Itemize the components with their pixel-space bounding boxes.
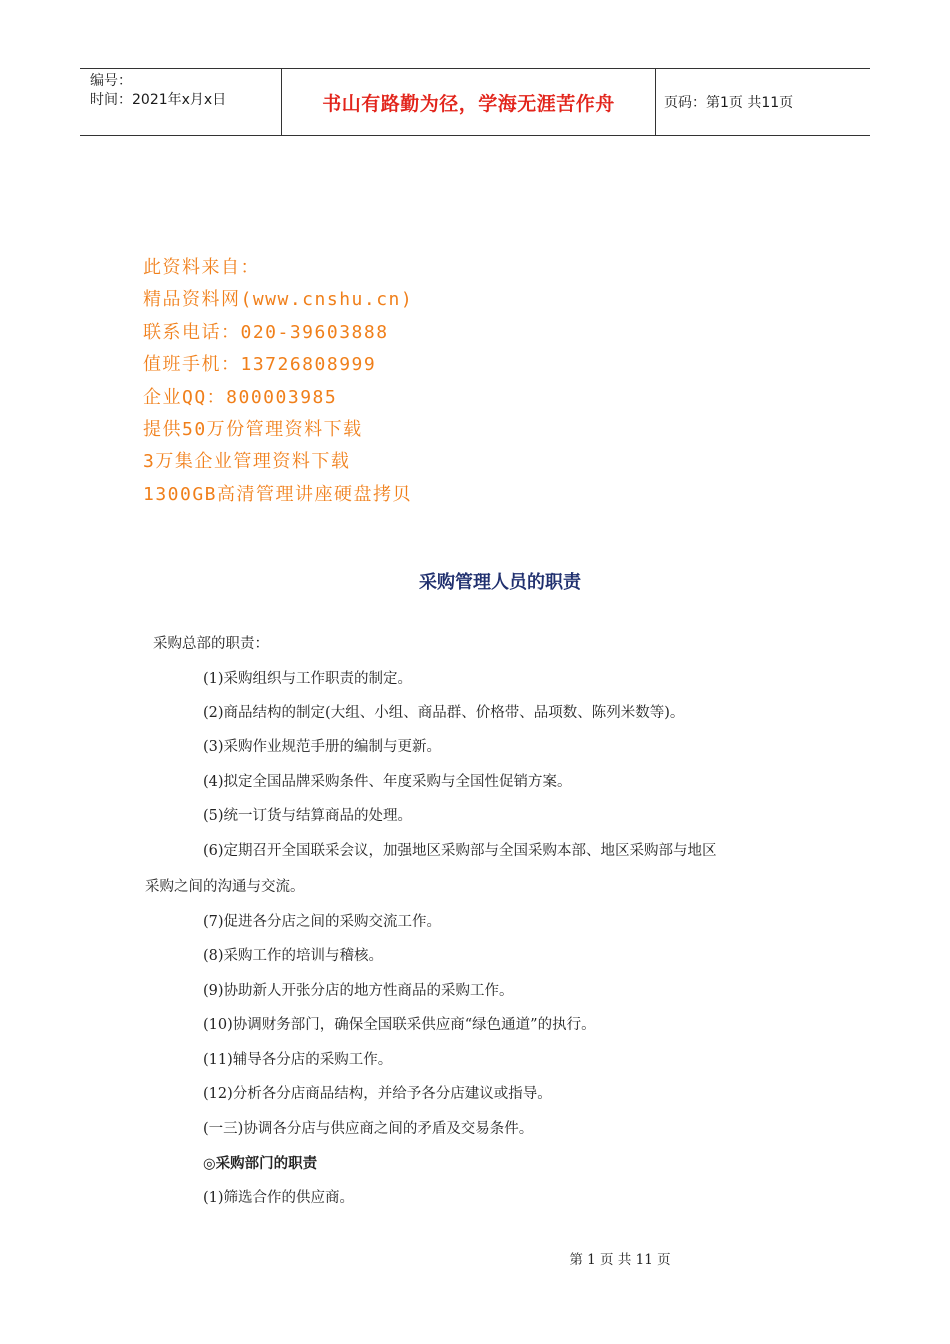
promo-line: 联系电话：020-39603888 — [143, 321, 389, 343]
promo-line: 提供50万份管理资料下载 — [143, 419, 363, 441]
list-item-continuation: 采购之间的沟通与交流。 — [145, 879, 305, 895]
section-subheading: ◎采购部门的职责 — [203, 1156, 318, 1172]
promo-line: 3万集企业管理资料下载 — [143, 451, 351, 473]
promo-block — [143, 252, 413, 511]
list-item: (12)分析各分店商品结构，并给予各分店建议或指导。 — [203, 1086, 552, 1102]
list-item: (11)辅导各分店的采购工作。 — [203, 1052, 393, 1068]
document-number-label: 编号： — [90, 73, 132, 89]
page-footer: 第 1 页 共 11 页 — [569, 1252, 671, 1268]
article-title: 采购管理人员的职责 — [419, 572, 581, 593]
list-item: (2)商品结构的制定(大组、小组、商品群、价格带、品项数、陈列米数等)。 — [203, 705, 685, 721]
list-item: (一三)协调各分店与供应商之间的矛盾及交易条件。 — [203, 1121, 534, 1137]
promo-line: 此资料来自： — [143, 257, 260, 278]
document-date-label: 时间：2021年x月x日 — [90, 92, 227, 108]
list-item: (1)筛选合作的供应商。 — [203, 1190, 355, 1206]
document-header — [80, 68, 870, 136]
section-intro: 采购总部的职责： — [153, 636, 269, 652]
header-motto: 书山有路勤为径，学海无涯苦作舟 — [282, 69, 656, 135]
list-item: (7)促进各分店之间的采购交流工作。 — [203, 914, 442, 930]
header-meta-cell — [80, 69, 282, 135]
header-page-label: 页码：第1页 共11页 — [664, 95, 794, 111]
promo-line: 1300GB高清管理讲座硬盘拷贝 — [143, 483, 413, 505]
list-item: (4)拟定全国品牌采购条件、年度采购与全国性促销方案。 — [203, 774, 572, 790]
promo-line: 精品资料网(www.cnshu.cn) — [143, 289, 414, 311]
list-item: (9)协助新人开张分店的地方性商品的采购工作。 — [203, 983, 514, 999]
list-item: (5)统一订货与结算商品的处理。 — [203, 808, 413, 824]
list-item: (8)采购工作的培训与稽核。 — [203, 948, 384, 964]
promo-line: 值班手机：13726808999 — [143, 354, 377, 376]
promo-line: 企业QQ：800003985 — [143, 386, 338, 408]
list-item: (1)采购组织与工作职责的制定。 — [203, 671, 413, 687]
list-item: (6)定期召开全国联采会议，加强地区采购部与全国采购本部、地区采购部与地区 — [203, 843, 717, 859]
list-item: (10)协调财务部门，确保全国联采供应商“绿色通道”的执行。 — [203, 1017, 596, 1033]
list-item: (3)采购作业规范手册的编制与更新。 — [203, 739, 442, 755]
